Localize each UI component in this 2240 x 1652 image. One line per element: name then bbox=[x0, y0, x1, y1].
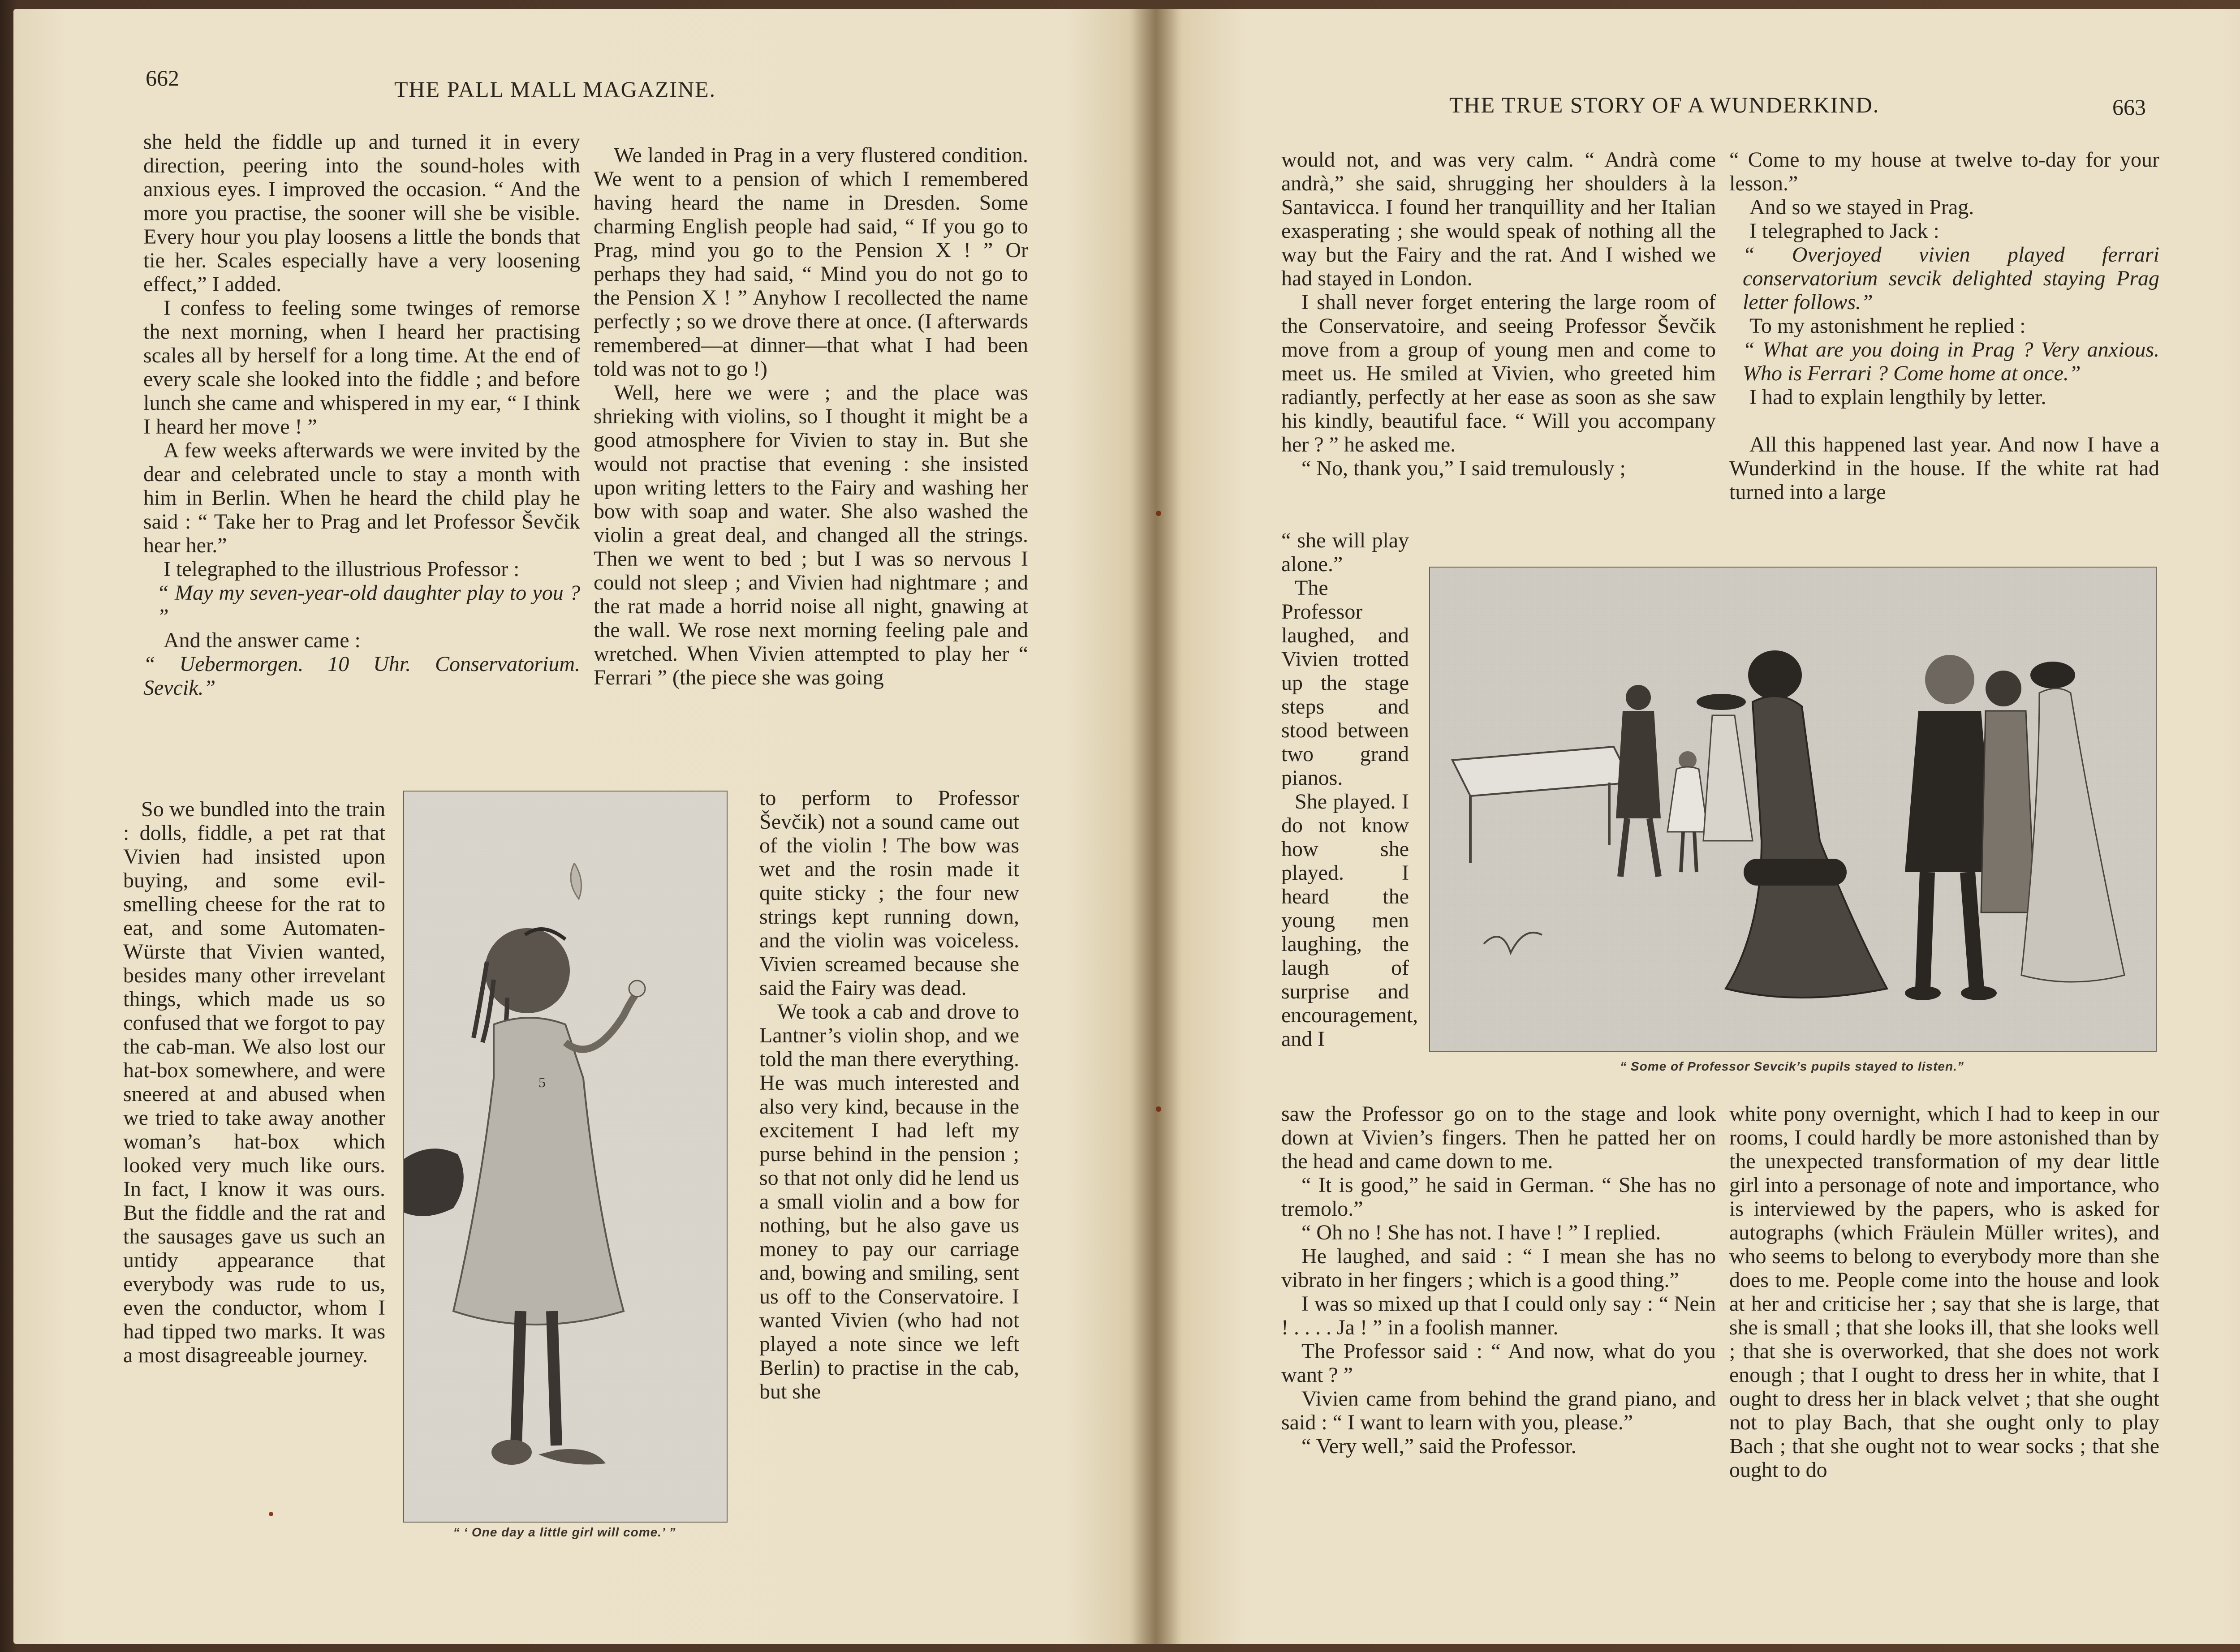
illustration-pupils bbox=[1429, 567, 2157, 1052]
paragraph: I was so mixed up that I could only say : “ Nein ! . . . . Ja ! ” in a foolish manner. bbox=[1281, 1292, 1716, 1339]
paragraph: “ Very well,” said the Professor. bbox=[1301, 1434, 1577, 1458]
left-column-1 bbox=[143, 130, 580, 700]
right-column-2-bottom bbox=[1729, 1102, 2159, 1482]
paragraph: The Professor said : “ And now, what do you want ? ” bbox=[1281, 1339, 1716, 1387]
page-number-right: 663 bbox=[2112, 95, 2146, 120]
paragraph: would not, and was very calm. “ Andrà come andrà,” she said, shrugging her shoulders à la Santavicca. I found her tranquillity and her Italian exasperating ; she would speak of nothing all the way but the Fairy and the rat. And I wished we had stayed in London. bbox=[1281, 148, 1716, 290]
telegram-text: “ May my seven-year-old daughter play to you ? ” bbox=[157, 581, 580, 628]
paragraph: And the answer came : bbox=[164, 628, 361, 652]
paragraph: white pony overnight, which I had to keep in our rooms, I could hardly be more astonished than by the unexpected transformation of my dear little girl into a personage of note and importance, who is interviewed by the papers, who is asked for autographs (which Fräulein Müller writes), and who seems to belong to everybody more than she does to me. People come into the house and look at her and criticise her ; say that she is large, that she is small ; that she looks ill, that she looks well ; that she is overworked, that she does not work enough ; that I ought to dress her in white, that I ought to dress her in black velvet ; that she ought not to play Bach, that she ought only to play Bach ; that she ought not to wear socks ; that she ought to do bbox=[1729, 1102, 2159, 1482]
paragraph: “ It is good,” he said in German. “ She has no tremolo.” bbox=[1281, 1173, 1716, 1221]
paragraph: The Professor laughed, and Vivien trotted up the stage steps and stood between two grand pianos. bbox=[1281, 576, 1409, 790]
paragraph: She played. I do not know how she played. I heard the young men laughing, the laugh of surprise and encouragement, and I bbox=[1281, 790, 1418, 1051]
paragraph: Well, here we were ; and the place was shrieking with violins, so I thought it might be a good atmosphere for Vivien to stay in. But she would not practise that evening : she insisted upon writing letters to the Fairy and washing her bow with soap and water. She also washed the violin a great deal, and changed all the strings. Then we went to bed ; but I was so nervous I could not sleep ; and Vivien had nightmare ; and the rat made a horrid noise all night, gnawing at the wall. We rose next morning feeling pale and wretched. When Vivien attempted to play her “ Ferrari ” (the piece she was going bbox=[594, 381, 1028, 689]
page-number-left: 662 bbox=[146, 65, 179, 90]
left-column-2 bbox=[594, 143, 1028, 689]
left-column-1-narrow bbox=[123, 797, 385, 1367]
right-column-1 bbox=[1281, 148, 1716, 480]
right-column-2 bbox=[1729, 148, 2159, 504]
svg-text:5: 5 bbox=[538, 1074, 546, 1090]
telegram-text: “ Overjoyed vivien played ferrari conservatorium sevcik delighted staying Prag letter follows.” bbox=[1743, 243, 2159, 314]
paragraph: I shall never forget entering the large room of the Conservatoire, and seeing Professor Ševčik move from a group of young men and come to meet us. He smiled at Vivien, who greeted him radiantly, perfectly at her ease as soon as she saw his kindly, beautiful face. “ Will you accompany her ? ” he asked me. bbox=[1281, 290, 1716, 456]
figure-caption-left: “ ‘ One day a little girl will come.’ ” bbox=[453, 1525, 676, 1539]
spine-shadow bbox=[1129, 9, 1183, 1644]
paragraph: To my astonishment he replied : bbox=[1749, 314, 2026, 338]
paragraph: “ she will play alone.” bbox=[1281, 529, 1409, 576]
left-page bbox=[13, 9, 1156, 1644]
paragraph: A few weeks afterwards we were invited by the dear and celebrated uncle to stay a month with him in Berlin. When he heard the child play he said : “ Take her to Prag and let Professor Ševčik hear her.” bbox=[143, 439, 580, 557]
right-column-1-bottom bbox=[1281, 1102, 1716, 1458]
paragraph: I telegraphed to the illustrious Professor : bbox=[164, 557, 520, 581]
paragraph: We landed in Prag in a very flustered condition. We went to a pension of which I remembered having heard the name in Dresden. Some charming English people had said, “ If you go to Prag, mind you go to the Pension X ! ” Or perhaps they had said, “ Mind you do not go to the Pension X ! ” Anyhow I recollected the name perfectly ; so we drove there at once. (I afterwards remembered—at dinner—that what I had been told was not to go !) bbox=[594, 143, 1028, 381]
little-girl-drawing bbox=[404, 792, 727, 1522]
illustration-little-girl bbox=[403, 791, 728, 1523]
paragraph: I telegraphed to Jack : bbox=[1749, 219, 1939, 243]
paragraph: Vivien came from behind the grand piano, and said : “ I want to learn with you, please.” bbox=[1281, 1387, 1716, 1434]
figure-caption-right: “ Some of Professor Sevcik’s pupils stayed to listen.” bbox=[1620, 1059, 1964, 1073]
paragraph: to perform to Professor Ševčik) not a sound came out of the violin ! The bow was wet and the rosin made it quite sticky ; the four new strings kept running down, and the violin was voiceless. Vivien screamed because she said the Fairy was dead. bbox=[759, 786, 1019, 1000]
telegram-reply: “ Uebermorgen. 10 Uhr. Conservatorium. Sevcik.” bbox=[143, 652, 580, 700]
paragraph: We took a cab and drove to Lantner’s violin shop, and we told the man there everything. He was much interested and also very kind, because in the excitement I had left my purse behind in the pension ; so that not only did he lend us a small violin and a bow for nothing, but he also gave us money to pay our carriage and, bowing and smiling, sent us off to the Conservatoire. I wanted Vivien (who had not played a note since we left Berlin) to practise in the cab, but she bbox=[759, 1000, 1019, 1403]
paragraph: All this happened last year. And now I have a Wunderkind in the house. If the white rat had turned into a large bbox=[1729, 433, 2159, 504]
paragraph: So we bundled into the train : dolls, fiddle, a pet rat that Vivien had insisted upon buying, and some evil-smelling cheese for the rat to eat, and some Automaten-Würste that Vivien wanted, besides many other irrevelant things, which made us so confused that we forgot to pay the cab-man. We also lost our hat-box somewhere, and were sneered at and abused when we tried to take away another woman’s hat-box which looked very much like ours. In fact, I know it was ours. But the fiddle and the rat and the sausages gave us such an untidy appearance that everybody was rude to us, even the conductor, whom I had tipped two marks. It was a most disagreeable journey. bbox=[123, 797, 385, 1367]
ink-spot bbox=[269, 1512, 273, 1516]
paragraph: “ No, thank you,” I said tremulously ; bbox=[1301, 456, 1626, 480]
running-head-left: THE PALL MALL MAGAZINE. bbox=[394, 77, 716, 102]
paragraph: He laughed, and said : “ I mean she has no vibrato in her fingers ; which is a good thing.” bbox=[1281, 1244, 1716, 1292]
telegram-reply: “ What are you doing in Prag ? Very anxious. Who is Ferrari ? Come home at once.” bbox=[1743, 338, 2159, 385]
right-column-1-narrow bbox=[1281, 529, 1418, 1051]
paragraph: I had to explain lengthily by letter. bbox=[1749, 385, 2046, 409]
right-page bbox=[1156, 9, 2240, 1644]
paragraph: “ Oh no ! She has not. I have ! ” I replied. bbox=[1301, 1221, 1661, 1244]
paragraph: “ Come to my house at twelve to-day for your lesson.” bbox=[1729, 148, 2159, 195]
paragraph: saw the Professor go on to the stage and look down at Vivien’s fingers. Then he patted her on the head and came down to me. bbox=[1281, 1102, 1716, 1173]
paragraph: she held the fiddle up and turned it in every direction, peering into the sound-holes with anxious eyes. I improved the occasion. “ And the more you practise, the sooner will she be visible. Every hour you play loosens a little the bonds that tie her. Scales especially have a very loosening effect,” I added. bbox=[143, 130, 580, 296]
pupils-drawing bbox=[1430, 568, 2156, 1051]
left-column-2-narrow bbox=[759, 786, 1019, 1403]
paragraph: I confess to feeling some twinges of remorse the next morning, when I heard her practising scales all by herself for a long time. At the end of every scale she looked into the fiddle ; and before lunch she came and whispered in my ear, “ I think I heard her move ! ” bbox=[143, 296, 580, 439]
running-head-right: THE TRUE STORY OF A WUNDERKIND. bbox=[1449, 92, 1880, 117]
paragraph: And so we stayed in Prag. bbox=[1749, 195, 1974, 219]
